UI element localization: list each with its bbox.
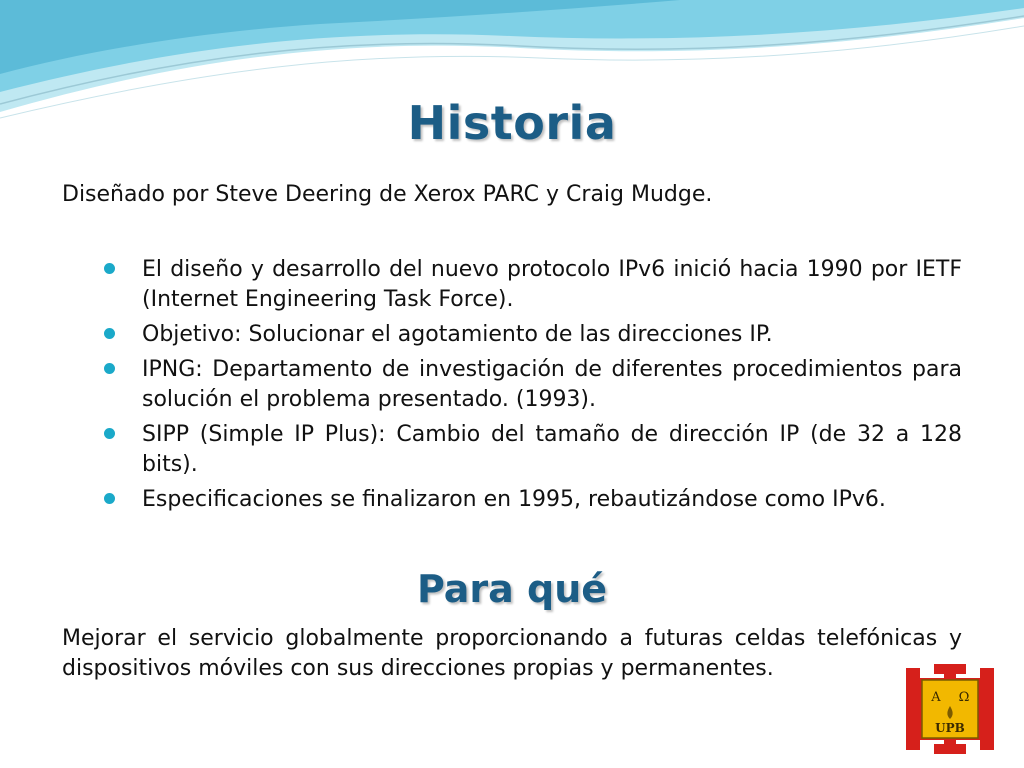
bullet-text: Objetivo: Solucionar el agotamiento de las direcciones IP. [142, 322, 773, 347]
bullet-item [104, 320, 962, 350]
bullet-item [104, 255, 962, 315]
bullet-item [104, 420, 962, 480]
bullet-item [104, 355, 962, 415]
logo-alpha: A [931, 690, 941, 705]
logo-initials: UPB [935, 721, 965, 735]
section-subtitle: Para qué [416, 567, 608, 611]
upb-logo-icon [906, 664, 994, 754]
bullet-item [104, 485, 962, 515]
bullet-list [104, 255, 962, 520]
slide-title: Historia [407, 96, 617, 150]
bullet-text: SIPP (Simple IP Plus): Cambio del tamaño de dirección IP (de 32 a 128 bits). [142, 422, 962, 477]
bullet-icon [104, 328, 115, 339]
bullet-text: El diseño y desarrollo del nuevo protocolo IPv6 inició hacia 1990 por IETF (Internet Engineering Task Force). [142, 257, 962, 312]
bullet-icon [104, 263, 115, 274]
bullet-icon [104, 428, 115, 439]
bullet-text: IPNG: Departamento de investigación de diferentes procedimientos para solución el problema presentado. (1993). [142, 357, 962, 412]
body-text: Mejorar el servicio globalmente proporcionando a futuras celdas telefónicas y dispositivos móviles con sus direcciones propias y permanentes. [62, 626, 962, 681]
intro-text: Diseñado por Steve Deering de Xerox PARC y Craig Mudge. [62, 182, 713, 207]
bullet-icon [104, 363, 115, 374]
logo-omega: Ω [958, 690, 970, 705]
bullet-icon [104, 493, 115, 504]
bullet-text: Especificaciones se finalizaron en 1995, rebautizándose como IPv6. [142, 487, 886, 512]
